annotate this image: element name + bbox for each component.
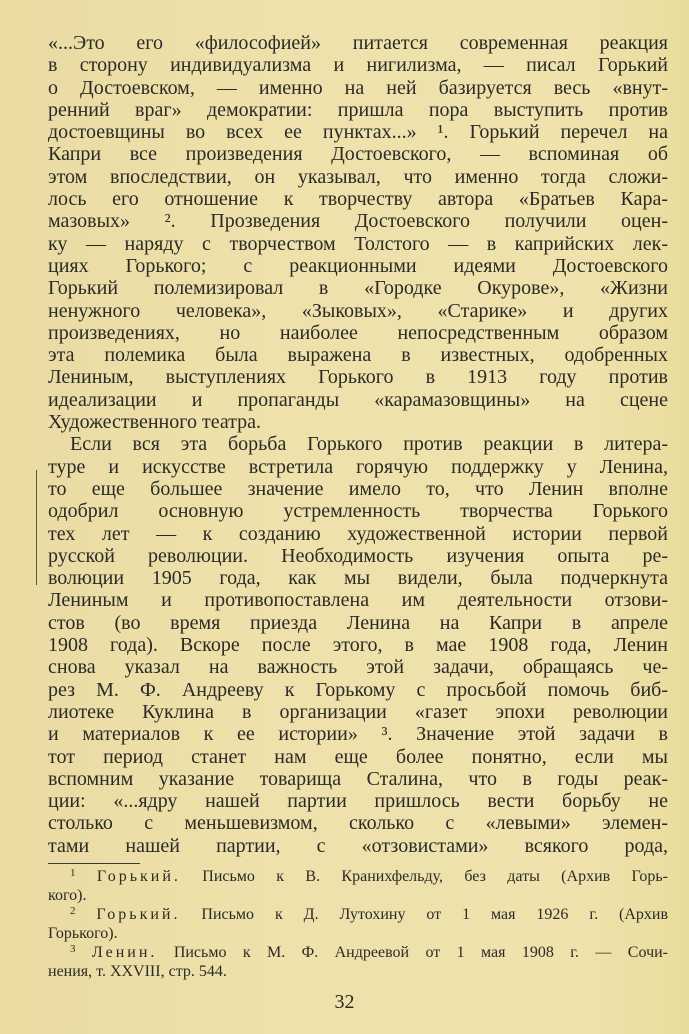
footnote-number: 1 <box>70 867 76 879</box>
text-line: Капри все произведения Достоевского, — вспоминая об <box>48 143 668 166</box>
text-line: то еще большее значение имело то, что Ленин вполне <box>48 477 668 500</box>
text-line: этом впоследствии, он указывал, что именно тогда сложи- <box>48 165 668 188</box>
text-line: тами нашей партии, с «отзовистами» всякого рода, <box>48 834 668 857</box>
footnote-text: Письмо к В. Кранихфельду, без даты (Архив Горь- <box>202 868 668 885</box>
text-line: туре и искусстве встретила горячую поддержку у Ленина, <box>48 455 668 478</box>
text-line: ренний враг» демократии: пришла пора выступить против <box>48 98 668 121</box>
page-number: 32 <box>334 991 355 1013</box>
text-line: ции: «...ядру нашей партии пришлось вести борьбу не <box>48 790 668 813</box>
text-line: лиотеке Куклина в организации «газет эпохи революции <box>48 700 668 723</box>
text-line: русской революции. Необходимость изучения опыта ре- <box>48 544 668 567</box>
text-line: Лениным, выступлениях Горького в 1913 году против <box>48 366 668 389</box>
text-line: 1908 года). Вскоре после этого, в мае 1908 года, Ленин <box>48 634 668 657</box>
footnote-author: Ленин. <box>91 944 158 961</box>
text-line: снова указал на важность этой задачи, обращаясь че- <box>48 656 668 679</box>
text-line: вспомним указание товарища Сталина, что в годы реак- <box>48 767 668 790</box>
text-line: идеализации и пропаганды «карамазовщины» на сцене <box>48 388 668 411</box>
text-line: и материалов к ее истории» ³. Значение этой задачи в <box>48 723 668 746</box>
footnote-divider <box>48 863 140 864</box>
text-line: лось его отношение к творчеству автора «Братьев Кара- <box>48 188 668 211</box>
footnote-continuation: Горького). <box>48 925 118 942</box>
footnote-continuation: кого). <box>48 887 87 904</box>
footnote-text: Письмо к М. Ф. Андреевой от 1 мая 1908 г. — Сочи- <box>173 944 668 961</box>
text-line: Горький полемизировал в «Городке Окурове», «Жизни <box>48 277 668 300</box>
text-line: достоевщины во всех ее пунктах...» ¹. Горький перечел на <box>48 121 668 144</box>
text-line: «...Это его «философией» питается современная реакция <box>48 32 668 54</box>
text-line: Художественного театра. <box>48 411 262 434</box>
text-line: в сторону индивидуализма и нигилизма, — писал Горький <box>48 54 668 77</box>
text-line: Если вся эта борьба Горького против реакции в литера- <box>70 433 668 456</box>
text-line: тот период станет нам еще более понятно, если мы <box>48 745 668 768</box>
footnote-author: Горький. <box>96 868 181 885</box>
text-line: о Достоевском, — именно на ней базируется весь «внут- <box>48 76 668 99</box>
text-line: ненужного человека», «Зыковых», «Старике» и других <box>48 299 668 322</box>
text-line: рез М. Ф. Андрееву к Горькому с просьбой помочь биб- <box>48 678 668 701</box>
text-line: произведениях, но наиболее непосредственным образом <box>48 321 668 344</box>
body-text <box>48 32 668 857</box>
text-line: Лениным и противопоставлена им деятельности отзови- <box>48 589 668 612</box>
text-line: тех лет — к созданию художественной истории первой <box>48 522 668 545</box>
text-line: циях Горького; с реакционными идеями Достоевского <box>48 254 668 277</box>
footnote-number: 2 <box>70 905 76 917</box>
footnote-text: Письмо к Д. Лутохину от 1 мая 1926 г. (Архив <box>201 906 668 923</box>
text-line: стов (во время приезда Ленина на Капри в апреле <box>48 611 668 634</box>
pencil-margin-mark <box>36 470 37 585</box>
text-line: столько с меньшевизмом, сколько с «левыми» элемен- <box>48 812 668 835</box>
footnote-2 <box>48 905 668 924</box>
footnote-continuation: нения, т. XXVIII, стр. 544. <box>48 963 227 980</box>
text-line: мазовых» ². Прозведения Достоевского получили оцен- <box>48 210 668 233</box>
text-line: волюции 1905 года, как мы видели, была подчеркнута <box>48 567 668 590</box>
text-line: ку — наряду с творчеством Толстого — в каприйских лек- <box>48 232 668 255</box>
text-line: эта полемика была выражена в известных, одобренных <box>48 344 668 367</box>
footnote-number: 3 <box>70 943 76 955</box>
footnotes <box>48 867 668 981</box>
text-line: одобрил основную устремленность творчества Горького <box>48 500 668 523</box>
footnote-author: Горький. <box>96 906 181 923</box>
footnote-3 <box>48 943 668 962</box>
footnote-1 <box>48 867 668 886</box>
